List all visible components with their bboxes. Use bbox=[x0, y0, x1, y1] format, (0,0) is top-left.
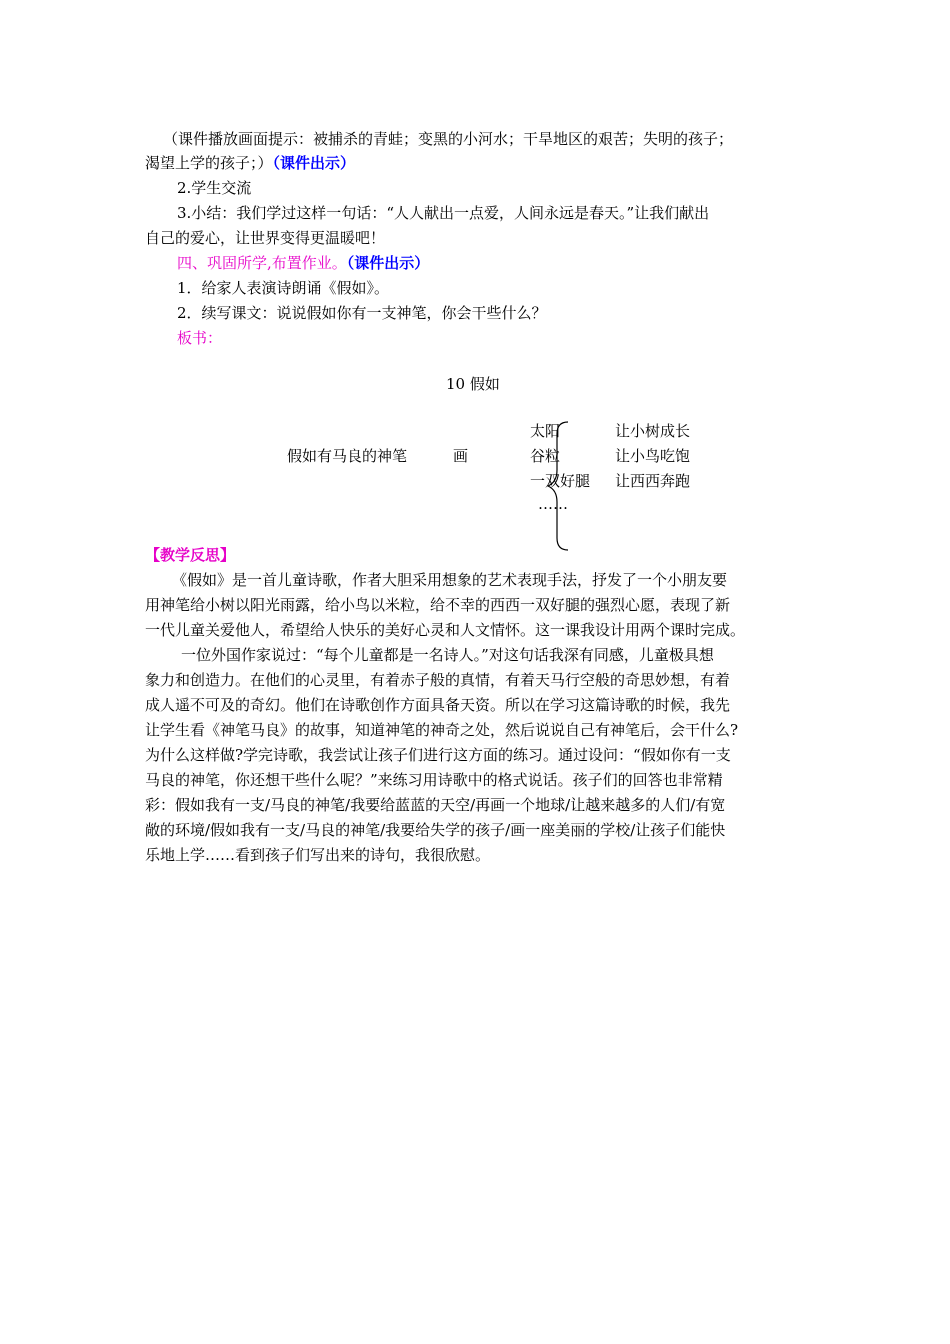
courseware-tag: （课件出示） bbox=[346, 254, 430, 272]
reflection-line: 《假如》是一首儿童诗歌，作者大胆采用想象的艺术表现手法，抒发了一个小朋友要 bbox=[172, 571, 728, 589]
section-title: 四、巩固所学,布置作业。 bbox=[177, 254, 347, 272]
reflection-line: 马良的神笔，你还想干些什么呢？”来练习用诗歌中的格式说话。孩子们的回答也非常精 bbox=[145, 771, 723, 789]
reflection-line: 敞的环境/假如我有一支/马良的神笔/我要给失学的孩子/画一座美丽的学校/让孩子们能快 bbox=[145, 821, 726, 839]
reflection-line: 乐地上学……看到孩子们写出来的诗句，我很欣慰。 bbox=[145, 846, 491, 864]
text-line: 自己的爱心，让世界变得更温暖吧！ bbox=[145, 229, 386, 247]
courseware-tag: （课件出示） bbox=[272, 154, 356, 172]
board-result: 让小树成长 bbox=[615, 422, 691, 440]
board-left-text: 假如有马良的神笔 bbox=[287, 447, 408, 465]
text-line: 3.小结：我们学过这样一句话：“人人献出一点爱，人间永远是春天。”让我们献出 bbox=[177, 204, 710, 222]
reflection-line: 一位外国作家说过：“每个儿童都是一名诗人。”对这句话我深有同感，儿童极具想 bbox=[181, 646, 714, 664]
reflection-line: 彩：假如我有一支/马良的神笔/我要给蓝蓝的天空/再画一个地球/让越来越多的人们/有宽 bbox=[145, 796, 726, 814]
board-item: 太阳 bbox=[530, 422, 561, 440]
text-line: 1．给家人表演诗朗诵《假如》。 bbox=[177, 279, 390, 297]
board-title: 10 假如 bbox=[446, 375, 500, 393]
text-span: 渴望上学的孩子；） bbox=[145, 154, 273, 172]
board-result: 让小鸟吃饱 bbox=[615, 447, 691, 465]
text-line: （课件播放画面提示：被捕杀的青蛙；变黑的小河水；干旱地区的艰苦；失明的孩子； bbox=[163, 130, 734, 148]
board-item: 一双好腿 bbox=[530, 472, 591, 490]
reflection-line: 让学生看《神笔马良》的故事，知道神笔的神奇之处，然后说说自己有神笔后，会干什么? bbox=[145, 721, 739, 739]
board-item: 谷粒 bbox=[530, 447, 561, 465]
board-label: 板书： bbox=[177, 329, 223, 347]
reflection-line: 一代儿童关爱他人，希望给人快乐的美好心灵和人文情怀。这一课我设计用两个课时完成。 bbox=[145, 621, 746, 639]
reflection-line: 成人遥不可及的奇幻。他们在诗歌创作方面具备天资。所以在学习这篇诗歌的时候，我先 bbox=[145, 696, 731, 714]
reflection-line: 为什么这样做?学完诗歌，我尝试让孩子们进行这方面的练习。通过设问：“假如你有一支 bbox=[145, 746, 731, 764]
section-heading bbox=[177, 253, 429, 273]
board-result: 让西西奔跑 bbox=[615, 472, 691, 490]
board-ellipsis: …… bbox=[538, 495, 568, 513]
reflection-line: 用神笔给小树以阳光雨露，给小鸟以米粒，给不幸的西西一双好腿的强烈心愿，表现了新 bbox=[145, 596, 731, 614]
reflection-line: 象力和创造力。在他们的心灵里，有着赤子般的真情，有着天马行空般的奇思妙想，有着 bbox=[145, 671, 731, 689]
reflection-title: 【教学反思】 bbox=[145, 546, 236, 564]
board-verb: 画 bbox=[453, 447, 469, 465]
text-line: 2．续写课文：说说假如你有一支神笔，你会干些什么？ bbox=[177, 304, 547, 322]
curly-brace-icon bbox=[540, 420, 576, 555]
text-line: 2.学生交流 bbox=[177, 179, 252, 197]
text-line bbox=[145, 153, 355, 173]
